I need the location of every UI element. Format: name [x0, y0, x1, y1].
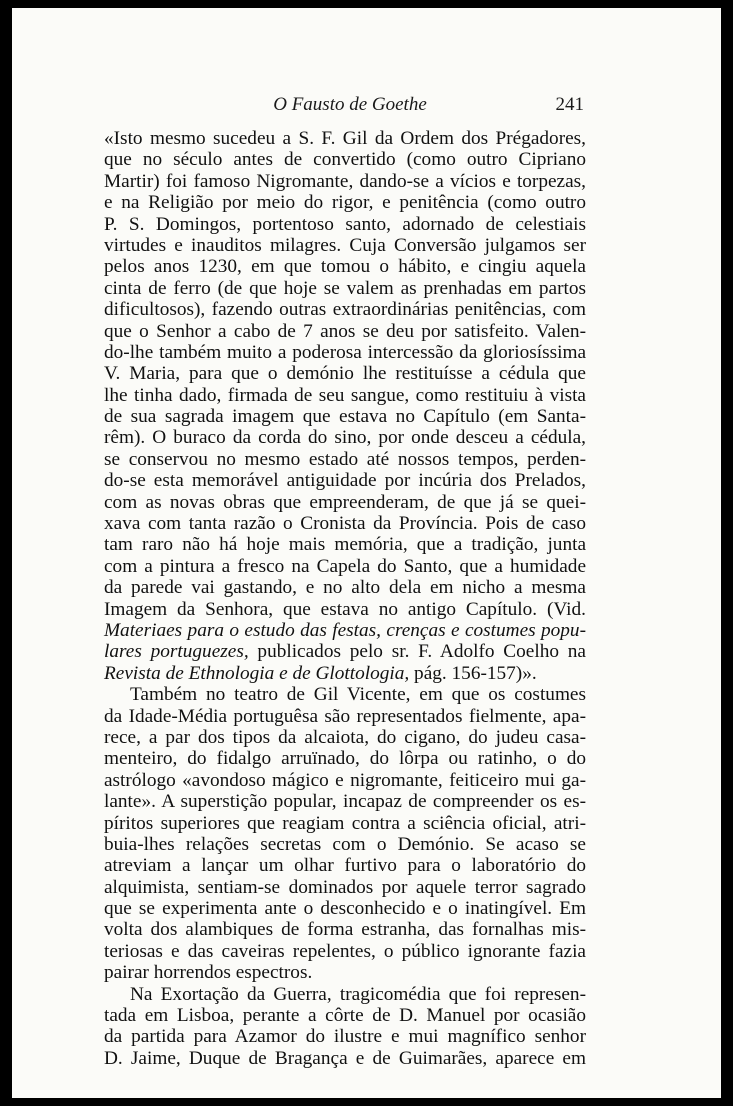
text-line: [104, 620, 586, 641]
text-line: [104, 534, 586, 555]
text-line: [104, 727, 586, 748]
text-line: [104, 256, 586, 277]
text-line: [104, 1005, 586, 1026]
text-segment: rêm). O buraco da corda do sino, por onde desceu a cédula,: [104, 427, 586, 449]
text-segment: tada em Lisboa, perante a côrte de D. Manuel por ocasião: [104, 1005, 586, 1027]
text-line: [104, 363, 586, 384]
text-segment: com a pintura a fresco na Capela do Santo, que a humidade: [104, 555, 586, 577]
text-segment: rece, a par dos tipos da alcaiota, do cigano, do judeu casa-: [104, 726, 586, 748]
italic-text-segment: lares portuguezes,: [104, 641, 249, 663]
text-line: [104, 984, 586, 1005]
text-segment: cinta de ferro (de que hoje se valem as prenhadas em partos: [104, 277, 586, 299]
text-segment: píritos superiores que reagiam contra a sciência oficial, atri-: [104, 812, 586, 834]
text-segment: do-lhe também muito a poderosa intercessão da gloriosíssima: [104, 341, 586, 363]
text-segment: menteiro, do fidalgo arruïnado, do lôrpa ou ratinho, o do: [104, 748, 586, 770]
text-segment: pelos anos 1230, em que tomou o hábito, e cingiu aquela: [104, 256, 586, 278]
text-line: [104, 684, 586, 705]
book-page: [12, 8, 721, 1098]
text-line: [104, 898, 586, 919]
text-line: [104, 278, 586, 299]
text-line: [104, 877, 586, 898]
text-segment: atreviam a lançar um olhar furtivo para o laboratório do: [104, 855, 586, 877]
text-line: [104, 834, 586, 855]
text-segment: buia-lhes relações secretas com o Demónio. Se acaso se: [104, 833, 586, 855]
text-segment: e na Religião por meio do rigor, e penitência (como outro: [104, 192, 586, 214]
text-segment: volta dos alambiques de forma estranha, das fornalhas mis-: [104, 919, 586, 941]
text-line: [104, 214, 586, 235]
text-line: [104, 855, 586, 876]
text-segment: astrólogo «avondoso mágico e nigromante, feiticeiro mui ga-: [104, 769, 586, 791]
text-segment: da Idade-Média portuguêsa são representados fielmente, apa-: [104, 705, 586, 727]
text-line: [104, 406, 586, 427]
text-segment: que o Senhor a cabo de 7 anos se deu por satisfeito. Valen-: [104, 320, 586, 342]
text-line: [104, 962, 586, 983]
text-line: [104, 1026, 586, 1047]
running-header: [116, 94, 584, 118]
text-line: [104, 919, 586, 940]
text-segment: se conservou no mesmo estado até nossos tempos, perden-: [104, 448, 586, 470]
text-segment: Martir) foi famoso Nigromante, dando-se a vícios e torpezas,: [104, 170, 586, 192]
text-line: [104, 770, 586, 791]
text-segment: pairar horrendos espectros.: [104, 962, 313, 984]
text-segment: tam raro não há hoje mais memória, que a tradição, junta: [104, 534, 586, 556]
text-line: [104, 941, 586, 962]
text-line: [104, 128, 586, 149]
text-segment: «Isto mesmo sucedeu a S. F. Gil da Ordem dos Prégadores,: [104, 128, 586, 149]
text-line: [104, 427, 586, 448]
text-segment: P. S. Domingos, portentoso santo, adornado de celestiais: [104, 213, 586, 235]
text-line: [104, 342, 586, 363]
text-segment: D. Jaime, Duque de Bragança e de Guimarães, aparece em: [104, 1047, 586, 1069]
text-line: [104, 492, 586, 513]
text-line: [104, 641, 586, 662]
text-segment: com as novas obras que empreenderam, de que já se quei-: [104, 491, 586, 513]
running-title: O Fausto de Goethe: [273, 94, 427, 115]
text-segment: da partida para Azamor do ilustre e mui magnífico senhor: [104, 1026, 586, 1048]
text-line: [104, 791, 586, 812]
text-segment: lhe tinha dado, firmada de seu sangue, como restituiu à vista: [104, 384, 586, 406]
page-number: 241: [555, 94, 584, 115]
text-line: [104, 748, 586, 769]
text-segment: Imagem da Senhora, que estava no antigo Capítulo. (Vid.: [104, 598, 586, 620]
text-line: [104, 513, 586, 534]
text-segment: publicados pelo sr. F. Adolfo Coelho na: [248, 641, 586, 663]
text-segment: alquimista, sentiam-se dominados por aquele terror sagrado: [104, 876, 586, 898]
text-line: [104, 1048, 586, 1069]
text-segment: lante». A superstição popular, incapaz de compreender os es-: [104, 791, 586, 813]
body-text: [104, 128, 586, 1069]
text-line: [104, 556, 586, 577]
text-line: [104, 449, 586, 470]
text-segment: de sua sagrada imagem que estava no Capítulo (em Santa-: [104, 406, 586, 428]
text-line: [104, 235, 586, 256]
text-line: [104, 706, 586, 727]
text-segment: da parede vai gastando, e no alto dela em nicho a mesma: [104, 577, 586, 599]
text-line: [104, 192, 586, 213]
text-segment: dificultosos), fazendo outras extraordinárias penitências, com: [104, 299, 586, 321]
text-segment: xava com tanta razão o Cronista da Província. Pois de caso: [104, 513, 586, 535]
text-line: [104, 663, 586, 684]
text-line: [104, 577, 586, 598]
text-line: [104, 813, 586, 834]
italic-text-segment: Materiaes para o estudo das festas, crenças e costumes popu-: [104, 619, 586, 641]
text-segment: do-se esta memorável antiguidade por incúria dos Prelados,: [104, 470, 586, 492]
text-segment: Também no teatro de Gil Vicente, em que os costumes: [130, 684, 586, 706]
text-segment: teriosas e das caveiras repelentes, o público ignorante fazia: [104, 940, 586, 962]
italic-text-segment: Revista de Ethnologia e de Glottologia,: [104, 662, 410, 684]
text-line: [104, 599, 586, 620]
text-line: [104, 385, 586, 406]
text-segment: que no século antes de convertido (como outro Cipriano: [104, 149, 586, 171]
text-segment: V. Maria, para que o demónio lhe restituísse a cédula que: [104, 363, 586, 385]
text-segment: pág. 156-157)».: [409, 662, 537, 684]
text-line: [104, 149, 586, 170]
text-segment: Na Exortação da Guerra, tragicomédia que foi represen-: [130, 983, 586, 1005]
text-line: [104, 470, 586, 491]
text-line: [104, 299, 586, 320]
text-line: [104, 171, 586, 192]
text-line: [104, 321, 586, 342]
text-segment: que se experimenta ante o desconhecido e o inatingível. Em: [104, 898, 586, 920]
text-segment: virtudes e inauditos milagres. Cuja Conversão julgamos ser: [104, 234, 586, 256]
